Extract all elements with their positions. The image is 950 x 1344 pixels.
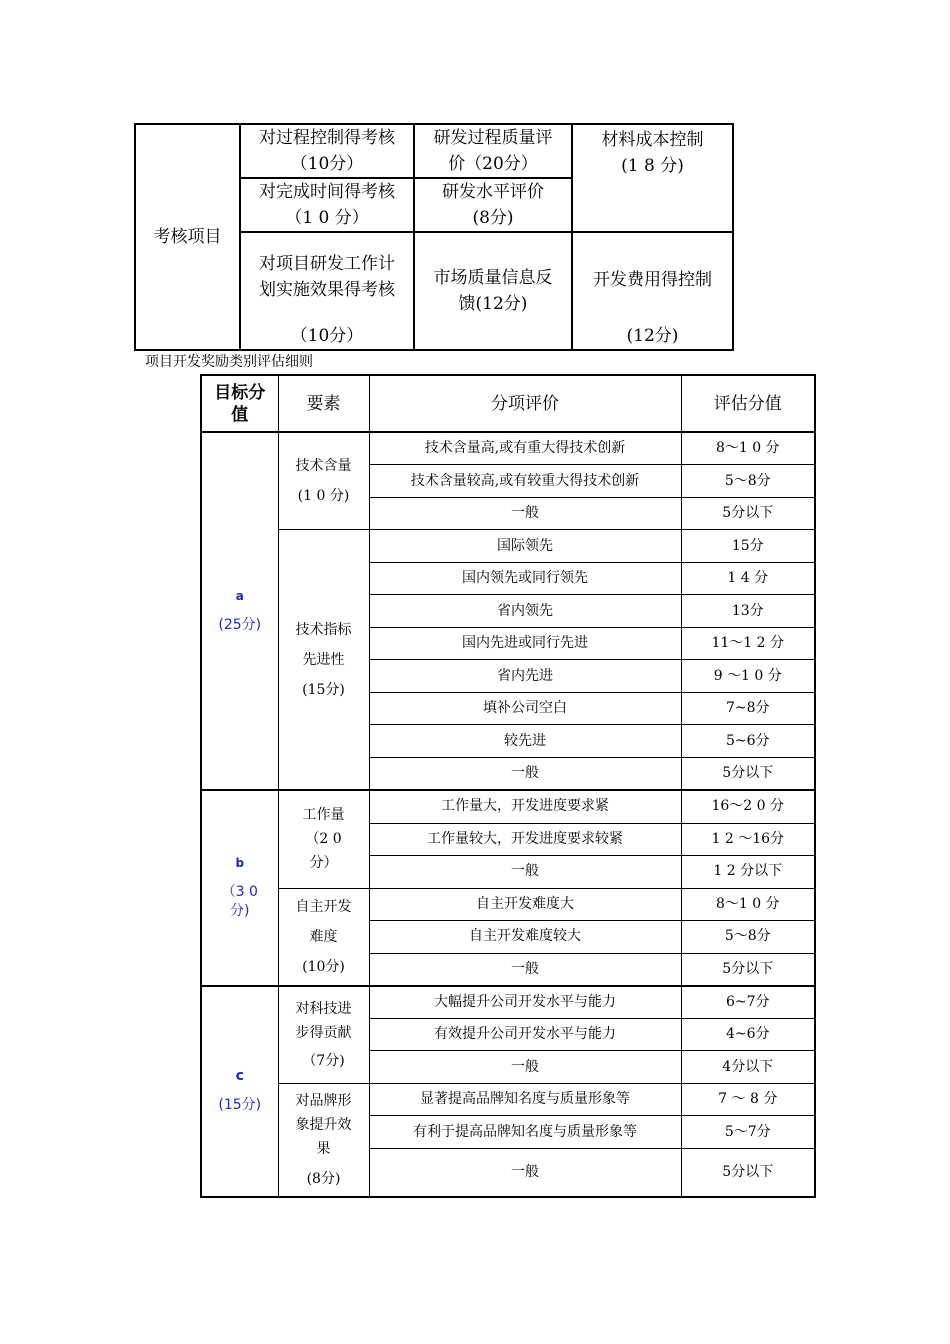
- evaluation-table: [200, 374, 816, 1198]
- item-cell: 国际领先: [369, 530, 681, 563]
- item-cell: 技术含量较高,或有较重大得技术创新: [369, 465, 681, 498]
- score-cell: 5分以下: [681, 758, 815, 791]
- item-cell: 显著提高品牌知名度与质量形象等: [369, 1084, 681, 1116]
- item-cell: 技术含量高,或有重大得技术创新: [369, 432, 681, 465]
- score-cell: 1 4 分: [681, 563, 815, 595]
- item-cell: 一般: [369, 498, 681, 530]
- assessment-row-label: 考核项目: [135, 124, 240, 350]
- completion-time-cell: 对完成时间得考核 （1 0 分）: [240, 178, 414, 232]
- item-cell: 有效提升公司开发水平与能力: [369, 1019, 681, 1051]
- item-cell: 国内领先或同行领先: [369, 563, 681, 595]
- score-cell: 5～7分: [681, 1116, 815, 1149]
- item-cell: 一般: [369, 855, 681, 888]
- item-cell: 较先进: [369, 725, 681, 758]
- score-cell: 7 ～ 8 分: [681, 1084, 815, 1116]
- item-cell: 省内先进: [369, 660, 681, 693]
- group-c-cell: c (15分): [201, 986, 278, 1197]
- element-brand-image: 对品牌形 象提升效 果 (8分): [278, 1084, 369, 1197]
- score-cell: 15分: [681, 530, 815, 563]
- header-element: 要素: [278, 375, 369, 432]
- table-caption: 项目开发奖励类别评估细则: [145, 354, 313, 370]
- score-cell: 1 2 ～16分: [681, 823, 815, 855]
- score-cell: 1 2 分以下: [681, 855, 815, 888]
- element-tech-advance: 技术指标 先进性 (15分): [278, 530, 369, 791]
- element-tech-content: 技术含量 (1 0 分): [278, 432, 369, 530]
- score-cell: 5～8分: [681, 920, 815, 953]
- item-cell: 自主开发难度较大: [369, 920, 681, 953]
- group-b-cell: b （3 0 分): [201, 790, 278, 986]
- rd-level-cell: 研发水平评价 (8分): [414, 178, 572, 232]
- item-cell: 省内领先: [369, 595, 681, 628]
- score-cell: 4分以下: [681, 1051, 815, 1084]
- dev-cost-cell: 开发费用得控制 (12分): [572, 232, 733, 350]
- score-cell: 9 ～1 0 分: [681, 660, 815, 693]
- score-cell: 7~8分: [681, 693, 815, 725]
- item-cell: 自主开发难度大: [369, 888, 681, 920]
- rd-quality-cell: 研发过程质量评 价（20分）: [414, 124, 572, 178]
- item-cell: 一般: [369, 953, 681, 986]
- score-cell: 5～8分: [681, 465, 815, 498]
- score-cell: 5分以下: [681, 953, 815, 986]
- score-cell: 11～1 2 分: [681, 628, 815, 660]
- score-cell: 13分: [681, 595, 815, 628]
- market-feedback-cell: 市场质量信息反 馈(12分): [414, 232, 572, 350]
- score-cell: 8～1 0 分: [681, 432, 815, 465]
- score-cell: 8～1 0 分: [681, 888, 815, 920]
- score-cell: 16～2 0 分: [681, 790, 815, 823]
- item-cell: 一般: [369, 1051, 681, 1084]
- element-tech-contribution: 对科技进 步得贡献 （7分): [278, 986, 369, 1084]
- process-control-cell: 对过程控制得考核 （10分）: [240, 124, 414, 178]
- item-cell: 大幅提升公司开发水平与能力: [369, 986, 681, 1019]
- item-cell: 工作量大，开发进度要求紧: [369, 790, 681, 823]
- assessment-table: [134, 123, 734, 351]
- score-cell: 4~6分: [681, 1019, 815, 1051]
- item-cell: 工作量较大，开发进度要求较紧: [369, 823, 681, 855]
- item-cell: 一般: [369, 1149, 681, 1197]
- item-cell: 国内先进或同行先进: [369, 628, 681, 660]
- score-cell: 5分以下: [681, 1149, 815, 1197]
- score-cell: 5~6分: [681, 725, 815, 758]
- score-cell: 6~7分: [681, 986, 815, 1019]
- item-cell: 有利于提高品牌知名度与质量形象等: [369, 1116, 681, 1149]
- material-cost-cell: 材料成本控制 (1 8 分): [572, 124, 733, 232]
- item-cell: 一般: [369, 758, 681, 791]
- group-a-cell: a (25分): [201, 432, 278, 790]
- header-score: 评估分值: [681, 375, 815, 432]
- item-cell: 填补公司空白: [369, 693, 681, 725]
- element-dev-difficulty: 自主开发 难度 (10分): [278, 888, 369, 986]
- header-item: 分项评价: [369, 375, 681, 432]
- header-target: 目标分 值: [201, 375, 278, 432]
- element-workload: 工作量 （2 0 分）: [278, 790, 369, 888]
- score-cell: 5分以下: [681, 498, 815, 530]
- plan-effect-cell: 对项目研发工作计 划实施效果得考核 （10分）: [240, 232, 414, 350]
